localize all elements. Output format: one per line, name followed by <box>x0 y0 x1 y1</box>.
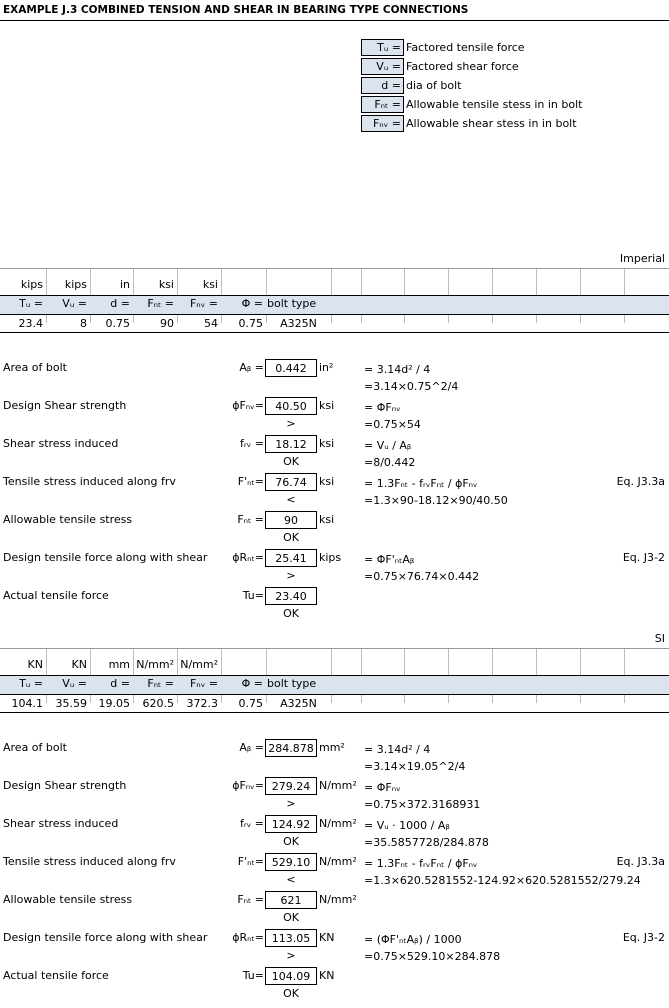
equation-ref: Eq. J3-2 <box>622 551 665 564</box>
calc-value-box: 23.40 <box>265 587 317 605</box>
value-cell: 0.75 <box>238 317 263 330</box>
calc-value-box: 621 <box>265 891 317 909</box>
symbol-rule <box>0 694 669 695</box>
symbol-cell: Fₙᵥ = <box>189 297 218 310</box>
calc-label: Tensile stress induced along frv <box>3 855 176 868</box>
calc-formula: = ΦFₙᵥ <box>364 401 401 414</box>
unit-header: N/mm² <box>180 658 218 671</box>
calc-substitution: =3.14×19.05^2/4 <box>364 760 466 773</box>
value-cell: 0.75 <box>105 317 130 330</box>
calc-label: Actual tensile force <box>3 969 109 982</box>
unit-header: mm <box>108 658 130 671</box>
symbol-cell: d = <box>110 297 130 310</box>
calc-symbol: F'ₙₜ= <box>237 475 264 488</box>
symbol-cell: Fₙᵥ = <box>189 677 218 690</box>
value-cell: A325N <box>280 697 317 710</box>
calc-value-box: 90 <box>265 511 317 529</box>
calc-value-box: 529.10 <box>265 853 317 871</box>
calc-symbol: ϕRₙₜ= <box>232 931 264 944</box>
symbol-rule <box>0 314 669 315</box>
calc-value-box: 284.878 <box>265 739 317 757</box>
unit-header: kips <box>64 278 87 291</box>
value-cell: 90 <box>160 317 174 330</box>
calc-label: Design tensile force along with shear <box>3 551 208 564</box>
calc-unit: KN <box>319 931 335 944</box>
calc-symbol: ϕFₙᵥ= <box>232 779 264 792</box>
symbol-cell: d = <box>110 677 130 690</box>
legend-symbol: Vᵤ = <box>361 58 404 75</box>
calc-value-box: 0.442 <box>265 359 317 377</box>
calc-symbol: ϕRₙₜ= <box>232 551 264 564</box>
calc-unit: N/mm² <box>319 855 357 868</box>
unit-header: KN <box>71 658 87 671</box>
calc-label: Allowable tensile stress <box>3 893 133 906</box>
check-indicator: OK <box>283 607 299 620</box>
calc-symbol: F'ₙₜ= <box>237 855 264 868</box>
calc-value-box: 76.74 <box>265 473 317 491</box>
symbol-cell: Vᵤ = <box>62 677 87 690</box>
calc-symbol: Aᵦ = <box>239 361 264 374</box>
calc-unit: ksi <box>319 399 335 412</box>
calc-formula: = (ΦF'ₙₜAᵦ) / 1000 <box>364 933 462 946</box>
calc-formula: = Vᵤ / Aᵦ <box>364 439 412 452</box>
calc-unit: in² <box>319 361 334 374</box>
calc-unit: KN <box>319 969 335 982</box>
symbol-cell: Fₙₜ = <box>147 297 174 310</box>
legend-text: Allowable shear stess in in bolt <box>406 117 577 130</box>
calc-substitution: =0.75×54 <box>364 418 421 431</box>
unit-header: in <box>119 278 130 291</box>
calc-symbol: fᵣᵥ = <box>239 437 264 450</box>
calc-symbol: Tu= <box>242 589 264 602</box>
value-cell: A325N <box>280 317 317 330</box>
calc-label: Design Shear strength <box>3 779 127 792</box>
symbol-cell: Tᵤ = <box>19 677 43 690</box>
calc-substitution: =8/0.442 <box>364 456 416 469</box>
calc-formula: = 3.14d² / 4 <box>364 743 431 756</box>
equation-ref: Eq. J3.3a <box>616 475 665 488</box>
check-indicator: > <box>286 797 296 810</box>
symbol-cell: Φ = <box>241 677 263 690</box>
check-indicator: > <box>286 569 296 582</box>
calc-unit: N/mm² <box>319 893 357 906</box>
value-cell: 19.05 <box>98 697 130 710</box>
unit-header: ksi <box>202 278 218 291</box>
calc-label: Design Shear strength <box>3 399 127 412</box>
unit-header: kips <box>20 278 43 291</box>
value-cell: 8 <box>80 317 87 330</box>
values-rule <box>0 332 669 333</box>
check-indicator: > <box>286 417 296 430</box>
calc-unit: ksi <box>319 475 335 488</box>
check-indicator: OK <box>283 911 299 924</box>
symbol-cell: bolt type <box>267 297 317 310</box>
calc-value-box: 113.05 <box>265 929 317 947</box>
calc-symbol: ϕFₙᵥ= <box>232 399 264 412</box>
calc-formula: = ΦFₙᵥ <box>364 781 401 794</box>
calc-label: Area of bolt <box>3 361 67 374</box>
unit-header: KN <box>27 658 43 671</box>
calc-formula: = 1.3Fₙₜ - fᵣᵥFₙₜ / ϕFₙᵥ <box>364 857 478 870</box>
section-divider <box>0 648 669 649</box>
calc-symbol: Aᵦ = <box>239 741 264 754</box>
calc-symbol: Tu= <box>242 969 264 982</box>
legend-symbol: d = <box>361 77 404 94</box>
check-indicator: OK <box>283 835 299 848</box>
page-title: EXAMPLE J.3 COMBINED TENSION AND SHEAR IN BEARING TYPE CONNECTIONS <box>3 4 469 16</box>
symbol-cell: Fₙₜ = <box>147 677 174 690</box>
calc-value-box: 104.09 <box>265 967 317 985</box>
check-indicator: OK <box>283 987 299 1000</box>
value-cell: 0.75 <box>238 697 263 710</box>
legend-symbol: Fₙᵥ = <box>361 115 404 132</box>
calc-value-box: 18.12 <box>265 435 317 453</box>
calc-value-box: 40.50 <box>265 397 317 415</box>
calc-substitution: =3.14×0.75^2/4 <box>364 380 459 393</box>
calc-unit: ksi <box>319 513 335 526</box>
values-rule <box>0 712 669 713</box>
value-cell: 35.59 <box>55 697 87 710</box>
unit-header: ksi <box>158 278 174 291</box>
calc-formula: = 1.3Fₙₜ - fᵣᵥFₙₜ / ϕFₙᵥ <box>364 477 478 490</box>
legend-text: Factored tensile force <box>406 41 525 54</box>
symbol-cell: Vᵤ = <box>62 297 87 310</box>
calc-symbol: fᵣᵥ = <box>239 817 264 830</box>
calc-formula: = Vᵤ · 1000 / Aᵦ <box>364 819 450 832</box>
calc-value-box: 124.92 <box>265 815 317 833</box>
check-indicator: OK <box>283 455 299 468</box>
legend-text: Allowable tensile stess in in bolt <box>406 98 583 111</box>
calc-label: Shear stress induced <box>3 437 119 450</box>
title-underline <box>0 20 669 21</box>
section-label: Imperial <box>619 252 665 265</box>
symbol-cell: Tᵤ = <box>19 297 43 310</box>
calc-label: Shear stress induced <box>3 817 119 830</box>
check-indicator: > <box>286 949 296 962</box>
calc-substitution: =35.5857728/284.878 <box>364 836 489 849</box>
calc-formula: = 3.14d² / 4 <box>364 363 431 376</box>
calc-unit: mm² <box>319 741 345 754</box>
calc-label: Area of bolt <box>3 741 67 754</box>
calc-label: Actual tensile force <box>3 589 109 602</box>
calc-value-box: 25.41 <box>265 549 317 567</box>
equation-ref: Eq. J3-2 <box>622 931 665 944</box>
calc-unit: ksi <box>319 437 335 450</box>
calc-symbol: Fₙₜ = <box>237 513 264 526</box>
check-indicator: < <box>286 493 296 506</box>
calc-substitution: =1.3×620.5281552-124.92×620.5281552/279.24 <box>364 874 641 887</box>
section-label: SI <box>654 632 665 645</box>
calc-formula: = ΦF'ₙₜAᵦ <box>364 553 415 566</box>
calc-symbol: Fₙₜ = <box>237 893 264 906</box>
calc-label: Tensile stress induced along frv <box>3 475 176 488</box>
value-cell: 372.3 <box>186 697 218 710</box>
symbol-cell: Φ = <box>241 297 263 310</box>
equation-ref: Eq. J3.3a <box>616 855 665 868</box>
calc-unit: N/mm² <box>319 817 357 830</box>
value-cell: 54 <box>204 317 218 330</box>
legend-symbol: Fₙₜ = <box>361 96 404 113</box>
symbol-cell: bolt type <box>267 677 317 690</box>
legend-text: dia of bolt <box>406 79 462 92</box>
calc-unit: kips <box>319 551 342 564</box>
calc-substitution: =1.3×90-18.12×90/40.50 <box>364 494 508 507</box>
calc-substitution: =0.75×529.10×284.878 <box>364 950 501 963</box>
calc-substitution: =0.75×76.74×0.442 <box>364 570 480 583</box>
legend-symbol: Tᵤ = <box>361 39 404 56</box>
legend-text: Factored shear force <box>406 60 519 73</box>
value-cell: 23.4 <box>18 317 43 330</box>
calc-label: Design tensile force along with shear <box>3 931 208 944</box>
calc-unit: N/mm² <box>319 779 357 792</box>
check-indicator: < <box>286 873 296 886</box>
check-indicator: OK <box>283 531 299 544</box>
calc-substitution: =0.75×372.3168931 <box>364 798 481 811</box>
section-divider <box>0 268 669 269</box>
unit-header: N/mm² <box>136 658 174 671</box>
calc-label: Allowable tensile stress <box>3 513 133 526</box>
value-cell: 620.5 <box>142 697 174 710</box>
calc-value-box: 279.24 <box>265 777 317 795</box>
value-cell: 104.1 <box>11 697 43 710</box>
